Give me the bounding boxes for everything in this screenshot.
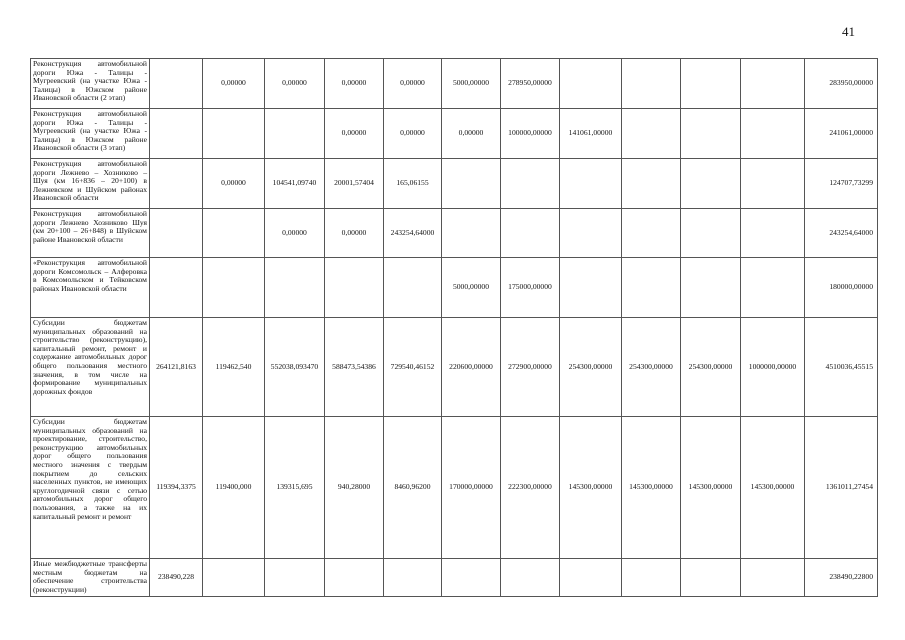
amount-cell	[265, 109, 325, 159]
amount-cell	[741, 159, 805, 209]
total-cell: 4510036,45515	[805, 318, 878, 417]
table-row	[31, 109, 878, 159]
amount-cell	[325, 258, 384, 318]
amount-cell: 104541,09740	[265, 159, 325, 209]
amount-cell	[203, 559, 265, 597]
row-description: Реконструкция автомобильной дороги Лежнево – Хозниково – Шуя (км 16+836 – 20+100) в Лежневском и Шуйском районах Ивановской области	[31, 159, 150, 209]
amount-cell: 0,00000	[265, 59, 325, 109]
amount-cell: 0,00000	[325, 109, 384, 159]
amount-cell	[560, 159, 622, 209]
table-row	[31, 59, 878, 109]
amount-cell	[622, 59, 681, 109]
amount-cell	[265, 559, 325, 597]
amount-cell	[203, 258, 265, 318]
amount-cell	[442, 159, 501, 209]
total-cell: 243254,64000	[805, 209, 878, 258]
amount-cell: 0,00000	[384, 109, 442, 159]
amount-cell: 0,00000	[384, 59, 442, 109]
row-description: Субсидии бюджетам муниципальных образований на строительство (реконструкцию), капитальный ремонт, ремонт и содержание автомобильных дорог общего пользования местного значения, в том числе на формирование муниципальных дорожных фондов	[31, 318, 150, 417]
amount-cell: 220600,00000	[442, 318, 501, 417]
amount-cell: 8460,96200	[384, 417, 442, 559]
amount-cell: 222300,00000	[501, 417, 560, 559]
amount-cell: 141061,00000	[560, 109, 622, 159]
table-row	[31, 318, 878, 417]
amount-cell: 145300,00000	[681, 417, 741, 559]
amount-cell	[560, 59, 622, 109]
total-cell: 124707,73299	[805, 159, 878, 209]
amount-cell	[150, 109, 203, 159]
total-cell: 1361011,27454	[805, 417, 878, 559]
row-description: Реконструкция автомобильной дороги Лежнево Хозниково Шуя (км 20+100 – 26+848) в Шуйском районе Ивановской области	[31, 209, 150, 258]
amount-cell	[681, 159, 741, 209]
amount-cell: 119400,000	[203, 417, 265, 559]
amount-cell	[741, 109, 805, 159]
amount-cell: 0,00000	[203, 59, 265, 109]
amount-cell: 238490,228	[150, 559, 203, 597]
amount-cell	[560, 209, 622, 258]
amount-cell: 0,00000	[265, 209, 325, 258]
amount-cell	[741, 258, 805, 318]
total-cell: 241061,00000	[805, 109, 878, 159]
amount-cell: 145300,00000	[560, 417, 622, 559]
amount-cell: 552038,093470	[265, 318, 325, 417]
amount-cell	[560, 258, 622, 318]
amount-cell: 264121,8163	[150, 318, 203, 417]
table-row	[31, 559, 878, 597]
amount-cell	[681, 209, 741, 258]
table-row	[31, 417, 878, 559]
amount-cell	[622, 109, 681, 159]
table-row	[31, 159, 878, 209]
amount-cell	[560, 559, 622, 597]
amount-cell: 0,00000	[442, 109, 501, 159]
amount-cell	[150, 59, 203, 109]
row-description: Реконструкция автомобильной дороги Южа - Талицы - Мугреевский (на участке Южа - Талицы) в Южском районе Ивановской области (3 этап)	[31, 109, 150, 159]
amount-cell	[681, 258, 741, 318]
amount-cell: 5000,00000	[442, 59, 501, 109]
amount-cell	[150, 209, 203, 258]
amount-cell	[681, 109, 741, 159]
total-cell: 180000,00000	[805, 258, 878, 318]
amount-cell: 5000,00000	[442, 258, 501, 318]
amount-cell: 175000,00000	[501, 258, 560, 318]
amount-cell	[442, 209, 501, 258]
row-description: Реконструкция автомобильной дороги Южа - Талицы - Мугреевский (на участке Южа - Талицы) в Южском районе Ивановской области (2 этап)	[31, 59, 150, 109]
amount-cell: 119394,3375	[150, 417, 203, 559]
amount-cell: 145300,00000	[622, 417, 681, 559]
amount-cell: 119462,540	[203, 318, 265, 417]
amount-cell	[203, 109, 265, 159]
budget-table-body	[31, 59, 878, 597]
amount-cell	[681, 559, 741, 597]
amount-cell: 20001,57404	[325, 159, 384, 209]
row-description: «Реконструкция автомобильной дороги Комсомольск – Алферовка в Комсомольском и Тейковском районах Ивановской области	[31, 258, 150, 318]
amount-cell: 145300,00000	[741, 417, 805, 559]
amount-cell	[741, 209, 805, 258]
amount-cell: 100000,00000	[501, 109, 560, 159]
table-row	[31, 209, 878, 258]
amount-cell: 165,06155	[384, 159, 442, 209]
amount-cell	[741, 59, 805, 109]
amount-cell	[203, 209, 265, 258]
amount-cell: 1000000,00000	[741, 318, 805, 417]
amount-cell	[501, 209, 560, 258]
amount-cell	[384, 258, 442, 318]
amount-cell	[384, 559, 442, 597]
amount-cell: 588473,54386	[325, 318, 384, 417]
amount-cell	[681, 59, 741, 109]
amount-cell: 278950,00000	[501, 59, 560, 109]
amount-cell: 0,00000	[325, 209, 384, 258]
amount-cell: 254300,00000	[681, 318, 741, 417]
amount-cell: 139315,695	[265, 417, 325, 559]
amount-cell	[622, 159, 681, 209]
amount-cell	[622, 258, 681, 318]
amount-cell: 940,28000	[325, 417, 384, 559]
amount-cell: 729540,46152	[384, 318, 442, 417]
amount-cell	[501, 559, 560, 597]
amount-cell	[150, 159, 203, 209]
amount-cell: 254300,00000	[622, 318, 681, 417]
amount-cell: 254300,00000	[560, 318, 622, 417]
amount-cell: 272900,00000	[501, 318, 560, 417]
amount-cell	[150, 258, 203, 318]
amount-cell	[325, 559, 384, 597]
amount-cell	[442, 559, 501, 597]
amount-cell: 0,00000	[325, 59, 384, 109]
amount-cell	[622, 559, 681, 597]
page-number: 41	[842, 24, 855, 39]
amount-cell: 170000,00000	[442, 417, 501, 559]
amount-cell	[622, 209, 681, 258]
total-cell: 283950,00000	[805, 59, 878, 109]
amount-cell	[741, 559, 805, 597]
amount-cell	[265, 258, 325, 318]
row-description: Иные межбюджетные трансферты местным бюджетам на обеспечение строительства (реконструкции)	[31, 559, 150, 597]
table-row	[31, 258, 878, 318]
row-description: Субсидии бюджетам муниципальных образований на проектирование, строительство, реконструкцию автомобильных дорог общего пользования местного значения с твердым покрытием до сельских населенных пунктов, не имеющих круглогодичной связи с сетью автомобильных дорог общего пользования, а также на их капитальный ремонт и ремонт	[31, 417, 150, 559]
budget-table	[30, 58, 878, 597]
amount-cell: 243254,64000	[384, 209, 442, 258]
amount-cell	[501, 159, 560, 209]
amount-cell: 0,00000	[203, 159, 265, 209]
total-cell: 238490,22800	[805, 559, 878, 597]
